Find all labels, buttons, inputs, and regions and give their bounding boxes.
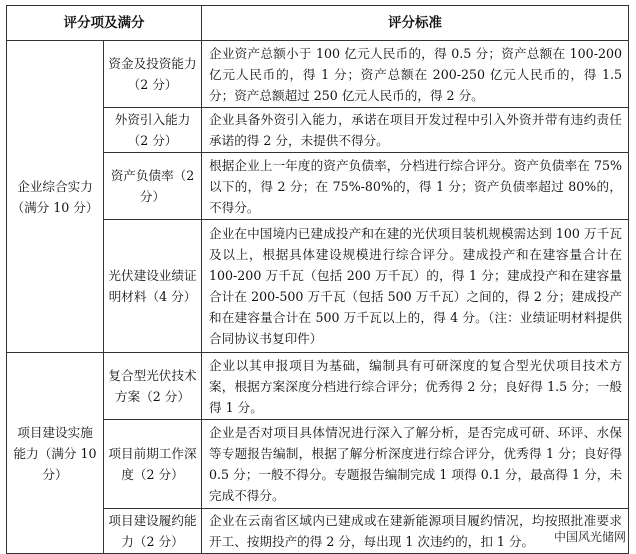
table-row <box>7 353 629 420</box>
item-cell: 资金及投资能力（2 分） <box>104 41 202 108</box>
standard-cell: 企业以其申报项目为基础，编制具有可研深度的复合型光伏项目技术方案，根据方案深度分档进行综合评分；优秀得 2 分；良好得 1.5 分；一般得 1 分。 <box>202 353 629 420</box>
table-row <box>7 41 629 108</box>
standard-cell: 企业是否对项目具体情况进行深入了解分析，是否完成可研、环评、水保等专题报告编制，根据了解分析深度进行综合评分，优秀得 1 分；良好得 0.5 分；一般不得分。专题报告编制完成 1 项得 0.1 分，最高得 1 分，未完成不得分。 <box>202 420 629 509</box>
item-cell: 项目建设履约能力（2 分） <box>104 509 202 554</box>
item-cell: 项目前期工作深度（2 分） <box>104 420 202 509</box>
item-cell: 光伏建设业绩证明材料（4 分） <box>104 220 202 353</box>
standard-cell: 企业在中国境内已建成投产和在建的光伏项目装机规模需达到 100 万千瓦及以上，根据具体建设规模进行综合评分。建成投产和在建容量合计在 100-200 万千瓦（包括 200 万千瓦）的，得 1 分；建成投产和在建容量合计在 200-500 万千瓦（包括 500 万千瓦）之间的，得 2 分；建成投产和在建容量合计在 500 万千瓦以上的，得 4 分。（注：业绩证明材料提供合同协议书复印件） <box>202 220 629 353</box>
standard-cell: 企业具备外资引入能力，承诺在项目开发过程中引入外资并带有违约责任承诺的得 2 分，未提供不得分。 <box>202 108 629 153</box>
scoring-table <box>6 5 629 554</box>
watermark: 中国风光储网 <box>553 530 626 544</box>
category-cell: 企业综合实力（满分 10 分） <box>7 41 104 353</box>
standard-cell: 根据企业上一年度的资产负债率，分档进行综合评分。资产负债率在 75%以下的，得 2 分；在 75%-80%的，得 1 分；资产负债率超过 80%的，不得分。 <box>202 153 629 220</box>
table-header-row <box>7 6 629 41</box>
standard-cell: 企业资产总额小于 100 亿元人民币的，得 0.5 分；资产总额在 100-200 亿元人民币的，得 1 分；资产总额在 200-250 亿元人民币的，得 1.5 分；资产总额超过 250 亿元人民币的，得 2 分。 <box>202 41 629 108</box>
item-column-header: 评分项及满分 <box>7 6 202 41</box>
item-cell: 外资引入能力（2 分） <box>104 108 202 153</box>
category-cell: 项目建设实施能力（满分 10 分） <box>7 353 104 554</box>
item-cell: 资产负债率（2 分） <box>104 153 202 220</box>
item-cell: 复合型光伏技术方案（2 分） <box>104 353 202 420</box>
standard-column-header: 评分标准 <box>202 6 629 41</box>
standard-cell: 企业在云南省区域内已建成或在建新能源项目履约情况，均按照批准要求开工、按期投产的得 2 分，每出现 1 次违约的，扣 1 分。 <box>202 509 629 554</box>
